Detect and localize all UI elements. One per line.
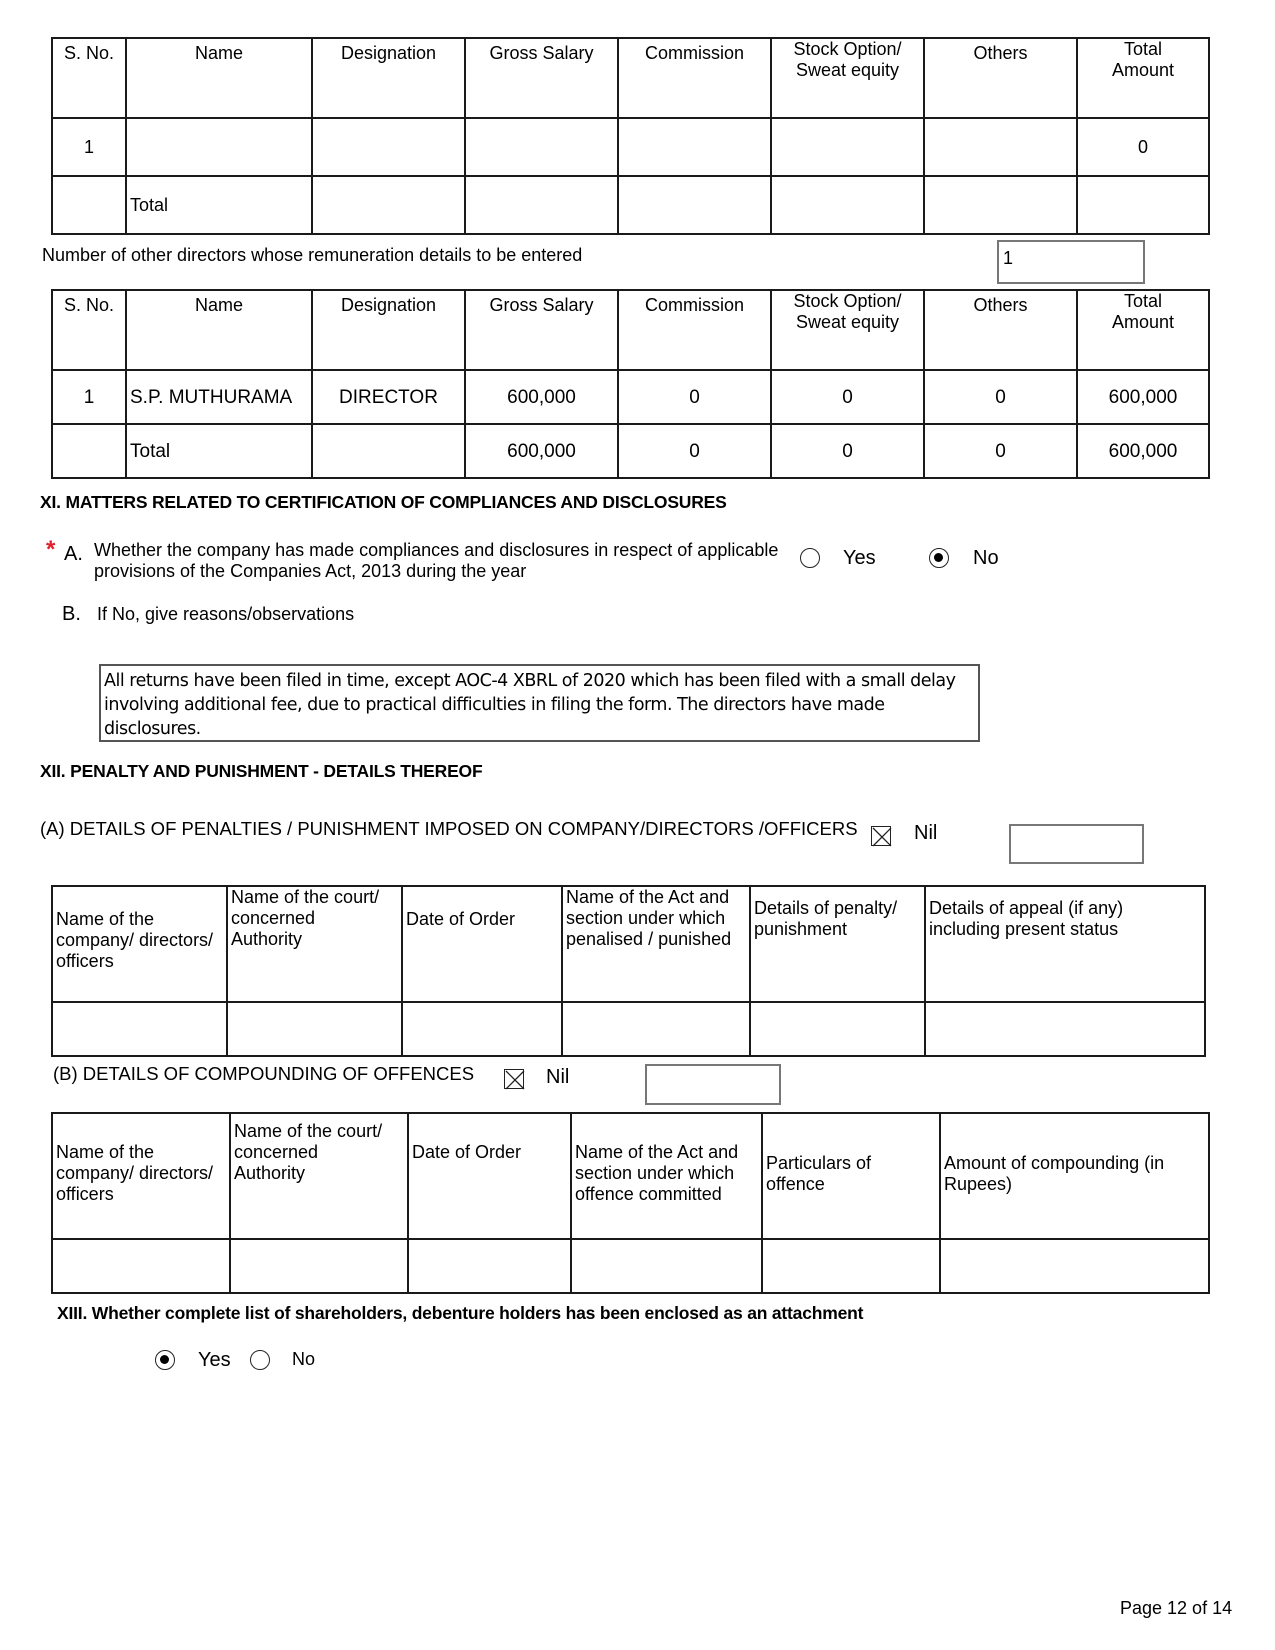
col-header-act-section bbox=[571, 1113, 762, 1239]
page-number: Page 12 of 14 bbox=[1120, 1598, 1233, 1618]
header-line: Particulars of bbox=[766, 1153, 872, 1173]
table-header-row bbox=[52, 290, 1209, 370]
penalties-nil-input[interactable] bbox=[1009, 824, 1144, 864]
compliance-no-label: No bbox=[973, 547, 999, 569]
cell-designation[interactable]: DIRECTOR bbox=[312, 370, 465, 424]
col-header-total-line1: Total bbox=[1123, 291, 1163, 311]
col-header-stock-line2: Sweat equity bbox=[795, 312, 900, 332]
header-line: Name of the Act and bbox=[575, 1142, 739, 1162]
penalties-table bbox=[51, 885, 1206, 1057]
cell-commission[interactable] bbox=[618, 118, 771, 176]
header-line: Name of the court/ bbox=[234, 1121, 383, 1141]
table-row bbox=[52, 1239, 1209, 1293]
header-line: company/ directors/ bbox=[56, 1163, 214, 1183]
cell-commission[interactable]: 0 bbox=[618, 370, 771, 424]
penalties-title: (A) DETAILS OF PENALTIES / PUNISHMENT IMPOSED ON COMPANY/DIRECTORS /OFFICERS bbox=[40, 818, 858, 839]
cell-total-label: Total bbox=[126, 424, 312, 478]
col-header-commission: Commission bbox=[618, 290, 771, 370]
cell-others[interactable] bbox=[924, 118, 1077, 176]
cell-total-total bbox=[1077, 176, 1209, 234]
cell-total-gross bbox=[465, 176, 618, 234]
compounding-title: (B) DETAILS OF COMPOUNDING OF OFFENCES bbox=[53, 1063, 475, 1084]
cell-empty[interactable] bbox=[750, 1002, 925, 1056]
header-line: Name of the Act and bbox=[566, 887, 730, 907]
section-xii-title: XII. PENALTY AND PUNISHMENT - DETAILS THEREOF bbox=[40, 761, 483, 781]
cell-stock-option[interactable] bbox=[771, 118, 924, 176]
col-header-name: Name bbox=[126, 290, 312, 370]
col-header-gross-salary: Gross Salary bbox=[465, 290, 618, 370]
checkbox-cross-icon bbox=[505, 1070, 525, 1090]
header-line: Name of the court/ bbox=[231, 887, 380, 907]
header-line: concerned bbox=[231, 908, 316, 928]
header-line: officers bbox=[56, 951, 114, 971]
compounding-nil-checkbox[interactable] bbox=[504, 1069, 524, 1089]
question-a-label: A. bbox=[64, 543, 83, 565]
compounding-nil-input[interactable] bbox=[645, 1064, 781, 1105]
col-header-total-amount bbox=[1077, 38, 1209, 118]
compounding-table bbox=[51, 1112, 1210, 1294]
header-line: offence committed bbox=[575, 1184, 722, 1204]
header-line: Authority bbox=[231, 929, 303, 949]
table-row bbox=[52, 118, 1209, 176]
cell-empty[interactable] bbox=[408, 1239, 571, 1293]
header-line: Authority bbox=[234, 1163, 306, 1183]
cell-empty[interactable] bbox=[571, 1239, 762, 1293]
cell-name[interactable]: S.P. MUTHURAMA bbox=[126, 370, 312, 424]
col-header-stock-line2: Sweat equity bbox=[795, 60, 900, 80]
header-line: Details of penalty/ bbox=[754, 898, 898, 918]
header-line: company/ directors/ bbox=[56, 930, 214, 950]
attachment-no-label: No bbox=[292, 1349, 316, 1369]
col-header-stock-option bbox=[771, 290, 924, 370]
col-header-name: Name bbox=[126, 38, 312, 118]
col-header-penalty-details bbox=[750, 886, 925, 1002]
col-header-designation: Designation bbox=[312, 38, 465, 118]
cell-total-stock bbox=[771, 176, 924, 234]
cell-empty[interactable] bbox=[227, 1002, 402, 1056]
cell-total-designation bbox=[312, 424, 465, 478]
remuneration-table-1 bbox=[51, 37, 1210, 235]
cell-empty[interactable] bbox=[402, 1002, 562, 1056]
header-line: section under which bbox=[566, 908, 726, 928]
table-header-row bbox=[52, 886, 1205, 1002]
cell-total-total: 600,000 bbox=[1077, 424, 1209, 478]
header-line: Details of appeal (if any) bbox=[929, 898, 1124, 918]
cell-gross-salary[interactable]: 600,000 bbox=[465, 370, 618, 424]
cell-total-label: Total bbox=[126, 176, 312, 234]
table-header-row bbox=[52, 38, 1209, 118]
col-header-court bbox=[227, 886, 402, 1002]
cell-empty[interactable] bbox=[762, 1239, 940, 1293]
cell-empty bbox=[52, 424, 126, 478]
cell-sno: 1 bbox=[52, 118, 126, 176]
col-header-others: Others bbox=[924, 38, 1077, 118]
col-header-name-of-company bbox=[52, 1113, 230, 1239]
header-line: officers bbox=[56, 1184, 114, 1204]
header-line: concerned bbox=[234, 1142, 319, 1162]
col-header-court bbox=[230, 1113, 408, 1239]
attachment-no-radio[interactable] bbox=[250, 1350, 270, 1370]
cell-total-commission: 0 bbox=[618, 424, 771, 478]
table-row bbox=[52, 370, 1209, 424]
col-header-total-amount bbox=[1077, 290, 1209, 370]
col-header-stock-line1: Stock Option/ bbox=[793, 291, 902, 311]
table-total-row bbox=[52, 424, 1209, 478]
cell-empty[interactable] bbox=[562, 1002, 750, 1056]
cell-others[interactable]: 0 bbox=[924, 370, 1077, 424]
table-total-row bbox=[52, 176, 1209, 234]
header-line: punishment bbox=[754, 919, 848, 939]
cell-empty[interactable] bbox=[940, 1239, 1209, 1293]
other-directors-label: Number of other directors whose remuneration details to be entered bbox=[42, 245, 583, 265]
header-line: Amount of compounding (in bbox=[944, 1153, 1165, 1173]
penalties-nil-label: Nil bbox=[914, 822, 938, 844]
remuneration-table-2 bbox=[51, 289, 1210, 479]
header-line: Rupees) bbox=[944, 1174, 1013, 1194]
col-header-total-line2: Amount bbox=[1111, 60, 1175, 80]
question-a-line2: provisions of the Companies Act, 2013 during the year bbox=[94, 561, 527, 581]
cell-total-amount: 0 bbox=[1077, 118, 1209, 176]
col-header-others: Others bbox=[924, 290, 1077, 370]
cell-empty bbox=[52, 176, 126, 234]
compliance-no-radio[interactable] bbox=[929, 548, 949, 568]
attachment-yes-radio[interactable] bbox=[155, 1350, 175, 1370]
table-row bbox=[52, 1002, 1205, 1056]
col-header-date-of-order: Date of Order bbox=[402, 886, 562, 1002]
cell-total-amount: 600,000 bbox=[1077, 370, 1209, 424]
cell-designation[interactable] bbox=[312, 118, 465, 176]
checkbox-cross-icon bbox=[872, 827, 892, 847]
header-line: offence bbox=[766, 1174, 825, 1194]
question-a-text bbox=[94, 540, 778, 582]
col-header-sno: S. No. bbox=[52, 38, 126, 118]
cell-total-gross: 600,000 bbox=[465, 424, 618, 478]
header-line: including present status bbox=[929, 919, 1119, 939]
question-b-text: If No, give reasons/observations bbox=[97, 604, 355, 624]
section-xiii-title: XIII. Whether complete list of shareholders, debenture holders has been enclosed as an attachment bbox=[57, 1303, 864, 1323]
col-header-date-of-order: Date of Order bbox=[408, 1113, 571, 1239]
col-header-designation: Designation bbox=[312, 290, 465, 370]
cell-empty[interactable] bbox=[230, 1239, 408, 1293]
reasons-textarea[interactable]: All returns have been filed in time, except AOC-4 XBRL of 2020 which has been filed with a small delay involving additional fee, due to practical difficulties in filing the form. The directors have made disclosures. bbox=[99, 664, 980, 742]
compliance-yes-label: Yes bbox=[843, 547, 876, 569]
cell-sno: 1 bbox=[52, 370, 126, 424]
cell-name[interactable] bbox=[126, 118, 312, 176]
cell-total-stock: 0 bbox=[771, 424, 924, 478]
other-directors-count-input[interactable]: 1 bbox=[997, 240, 1145, 284]
col-header-amount-compounding bbox=[940, 1113, 1209, 1239]
header-line: Name of the bbox=[56, 909, 155, 929]
required-marker: * bbox=[46, 536, 56, 563]
col-header-commission: Commission bbox=[618, 38, 771, 118]
header-line: Name of the bbox=[56, 1142, 155, 1162]
penalties-nil-checkbox[interactable] bbox=[871, 826, 891, 846]
compounding-nil-label: Nil bbox=[546, 1066, 570, 1088]
question-a-line1: Whether the company has made compliances and disclosures in respect of applicable bbox=[94, 540, 779, 560]
cell-empty[interactable] bbox=[52, 1002, 227, 1056]
cell-gross-salary[interactable] bbox=[465, 118, 618, 176]
col-header-particulars bbox=[762, 1113, 940, 1239]
col-header-stock-line1: Stock Option/ bbox=[793, 39, 902, 59]
col-header-name-of-company bbox=[52, 886, 227, 1002]
section-xi-title: XI. MATTERS RELATED TO CERTIFICATION OF COMPLIANCES AND DISCLOSURES bbox=[40, 492, 727, 512]
col-header-stock-option bbox=[771, 38, 924, 118]
header-line: penalised / punished bbox=[566, 929, 732, 949]
col-header-act-section bbox=[562, 886, 750, 1002]
compliance-yes-radio[interactable] bbox=[800, 548, 820, 568]
table-header-row bbox=[52, 1113, 1209, 1239]
cell-total-others: 0 bbox=[924, 424, 1077, 478]
col-header-total-line2: Amount bbox=[1111, 312, 1175, 332]
cell-empty[interactable] bbox=[925, 1002, 1205, 1056]
col-header-total-line1: Total bbox=[1123, 39, 1163, 59]
cell-stock-option[interactable]: 0 bbox=[771, 370, 924, 424]
cell-empty[interactable] bbox=[52, 1239, 230, 1293]
header-line: section under which bbox=[575, 1163, 735, 1183]
cell-total-designation bbox=[312, 176, 465, 234]
question-b-label: B. bbox=[62, 603, 81, 625]
cell-total-others bbox=[924, 176, 1077, 234]
col-header-appeal-details bbox=[925, 886, 1205, 1002]
col-header-gross-salary: Gross Salary bbox=[465, 38, 618, 118]
cell-total-commission bbox=[618, 176, 771, 234]
attachment-yes-label: Yes bbox=[198, 1349, 231, 1371]
col-header-sno: S. No. bbox=[52, 290, 126, 370]
